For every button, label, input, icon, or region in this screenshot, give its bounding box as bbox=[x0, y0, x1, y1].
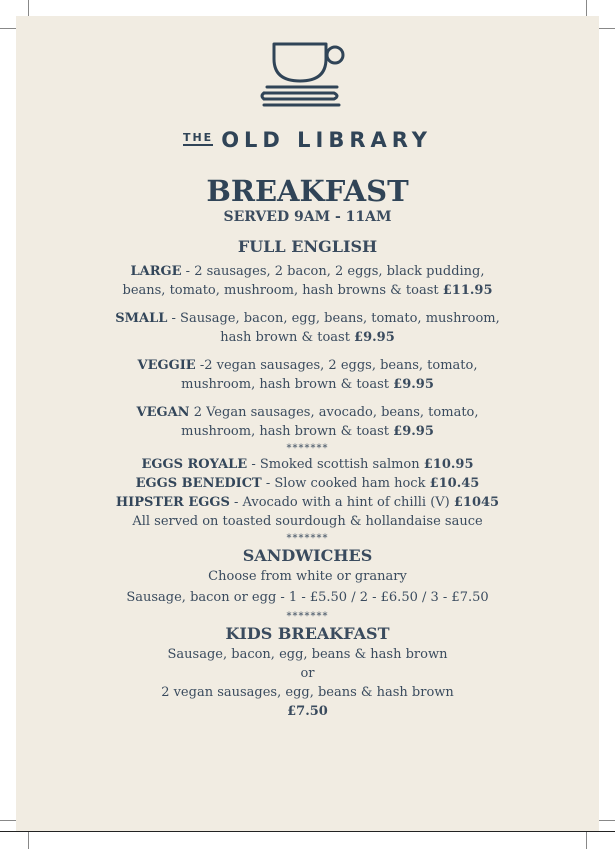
kids-price: £7.50 bbox=[287, 704, 328, 719]
item-desc: - Smoked scottish salmon bbox=[247, 457, 424, 472]
kids-option-1: Sausage, bacon, egg, beans & hash brown bbox=[167, 647, 448, 662]
item-name: EGGS BENEDICT bbox=[135, 476, 262, 491]
menu-item-large bbox=[22, 262, 593, 300]
crop-mark bbox=[0, 820, 16, 821]
item-price: £11.95 bbox=[442, 283, 493, 298]
menu-item-veggie bbox=[22, 356, 593, 394]
item-price: £10.95 bbox=[423, 457, 474, 472]
crop-mark bbox=[0, 28, 16, 29]
menu-page bbox=[16, 16, 599, 831]
menu-content bbox=[16, 174, 599, 721]
item-desc: 2 Vegan sausages, avocado, beans, tomato, bbox=[189, 405, 479, 420]
item-desc: - 2 sausages, 2 bacon, 2 eggs, black pudding, bbox=[181, 264, 485, 279]
menu-item-vegan bbox=[22, 403, 593, 441]
cup-and-books-icon bbox=[259, 41, 349, 113]
item-price: £1045 bbox=[453, 495, 500, 510]
brand-the: THE bbox=[182, 131, 214, 144]
crop-mark bbox=[28, 831, 29, 849]
served-times: SERVED 9AM - 11AM bbox=[223, 209, 392, 225]
brand-name: OLD LIBRARY bbox=[221, 128, 433, 152]
item-name: EGGS ROYALE bbox=[141, 457, 248, 472]
sandwiches-heading: SANDWICHES bbox=[242, 546, 373, 565]
item-price: £10.45 bbox=[429, 476, 480, 491]
item-desc: beans, tomato, mushroom, hash browns & toast bbox=[122, 283, 443, 298]
item-desc: hash brown & toast bbox=[220, 330, 355, 345]
bottom-rule bbox=[0, 831, 615, 832]
item-desc: - Avocado with a hint of chilli (V) bbox=[229, 495, 454, 510]
kids-heading: KIDS BREAKFAST bbox=[225, 624, 390, 643]
item-name: SMALL bbox=[115, 311, 168, 326]
separator: ******* bbox=[286, 533, 329, 544]
crop-mark bbox=[599, 28, 615, 29]
full-english-heading: FULL ENGLISH bbox=[237, 237, 378, 256]
item-desc: - Sausage, bacon, egg, beans, tomato, mushroom, bbox=[167, 311, 500, 326]
separator: ******* bbox=[286, 611, 329, 622]
item-name: HIPSTER EGGS bbox=[115, 495, 230, 510]
crop-mark bbox=[586, 0, 587, 16]
crop-mark bbox=[586, 831, 587, 849]
kids-option-2: 2 vegan sausages, egg, beans & hash brown bbox=[161, 685, 454, 700]
item-desc: -2 vegan sausages, 2 eggs, beans, tomato, bbox=[195, 358, 478, 373]
brand-logo bbox=[16, 128, 599, 152]
item-price: £9.95 bbox=[393, 377, 434, 392]
item-desc: mushroom, hash brown & toast bbox=[181, 377, 394, 392]
sandwiches-bread: Choose from white or granary bbox=[208, 569, 407, 584]
sandwiches-options: Sausage, bacon or egg - 1 - £5.50 / 2 - £6.50 / 3 - £7.50 bbox=[126, 590, 489, 605]
menu-item-eggs-royale bbox=[22, 455, 593, 474]
item-name: VEGAN bbox=[136, 405, 190, 420]
menu-item-hipster-eggs bbox=[22, 493, 593, 512]
menu-item-eggs-benedict bbox=[22, 474, 593, 493]
item-name: LARGE bbox=[130, 264, 182, 279]
separator: ******* bbox=[286, 443, 329, 454]
item-desc: - Slow cooked ham hock bbox=[261, 476, 430, 491]
kids-or: or bbox=[300, 666, 315, 681]
eggs-note: All served on toasted sourdough & hollandaise sauce bbox=[132, 514, 483, 529]
item-desc: mushroom, hash brown & toast bbox=[181, 424, 394, 439]
crop-mark bbox=[28, 0, 29, 16]
item-price: £9.95 bbox=[354, 330, 395, 345]
crop-mark bbox=[599, 820, 615, 821]
menu-title: BREAKFAST bbox=[206, 174, 409, 208]
item-price: £9.95 bbox=[393, 424, 434, 439]
item-name: VEGGIE bbox=[137, 358, 196, 373]
menu-item-small bbox=[22, 309, 593, 347]
